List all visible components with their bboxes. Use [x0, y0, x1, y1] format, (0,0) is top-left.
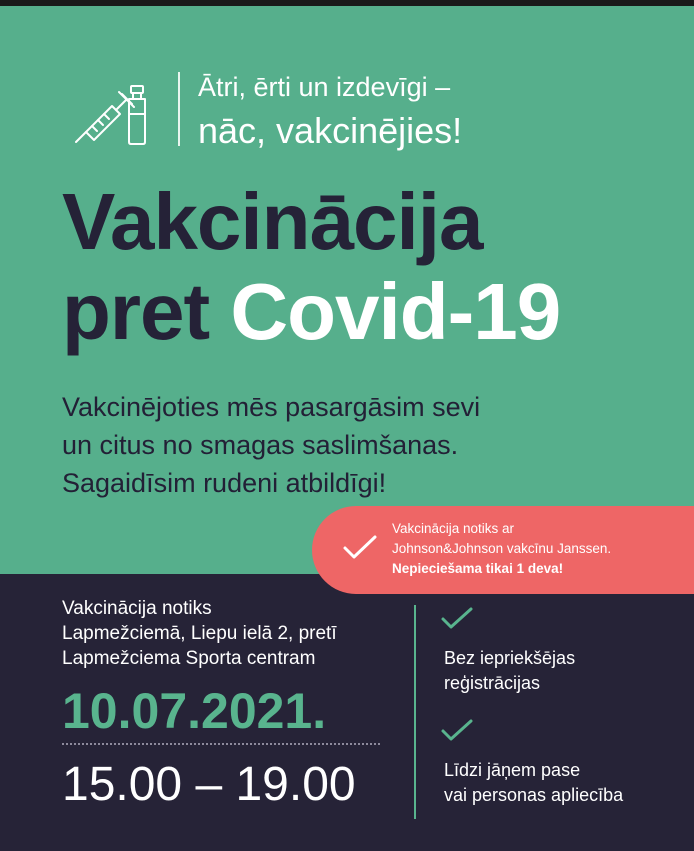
dotted-divider — [62, 743, 380, 745]
benefit-no-registration — [444, 646, 575, 696]
notice-line2: Johnson&Johnson vakcīnu Janssen. — [392, 541, 612, 556]
intro-line2: un citus no smagas saslimšanas. — [62, 430, 459, 460]
benefit-bring-id — [444, 758, 623, 808]
notice-line3: Nepieciešama tikai 1 deva! — [392, 561, 564, 576]
intro-text — [62, 388, 480, 502]
tagline-line1: Ātri, ērti un izdevīgi – — [198, 72, 451, 102]
header-divider — [178, 72, 180, 146]
intro-line1: Vakcinējoties mēs pasargāsim sevi — [62, 392, 481, 422]
event-location — [62, 596, 337, 671]
check-icon — [342, 534, 378, 562]
location-line3: Lapmežciema Sporta centram — [62, 648, 316, 669]
benefit-line1: Bez iepriekšējas — [444, 648, 576, 668]
headline-line2 — [62, 267, 561, 356]
benefit-line2: vai personas apliecība — [444, 785, 624, 805]
benefit-line2: reģistrācijas — [444, 673, 541, 693]
check-icon — [440, 718, 474, 744]
headline-line1: Vakcinācija — [62, 177, 483, 266]
syringe-vial-icon — [72, 70, 162, 150]
intro-line3: Sagaidīsim rudeni atbildīgi! — [62, 468, 387, 498]
location-line2: Lapmežciemā, Liepu ielā 2, pretī — [62, 623, 337, 644]
check-icon — [440, 606, 474, 632]
tagline-line2: nāc, vakcinējies! — [198, 110, 463, 151]
benefit-line1: Līdzi jāņem pase — [444, 760, 581, 780]
event-time: 15.00 – 19.00 — [62, 758, 356, 811]
headline-pret: pret — [62, 267, 210, 356]
headline-covid: Covid-19 — [230, 267, 561, 356]
notice-text — [392, 519, 611, 579]
details-divider — [414, 605, 416, 819]
event-date: 10.07.2021. — [62, 683, 327, 739]
vaccine-notice — [312, 506, 694, 594]
notice-line1: Vakcinācija notiks ar — [392, 521, 515, 536]
location-line1: Vakcinācija notiks — [62, 598, 212, 619]
